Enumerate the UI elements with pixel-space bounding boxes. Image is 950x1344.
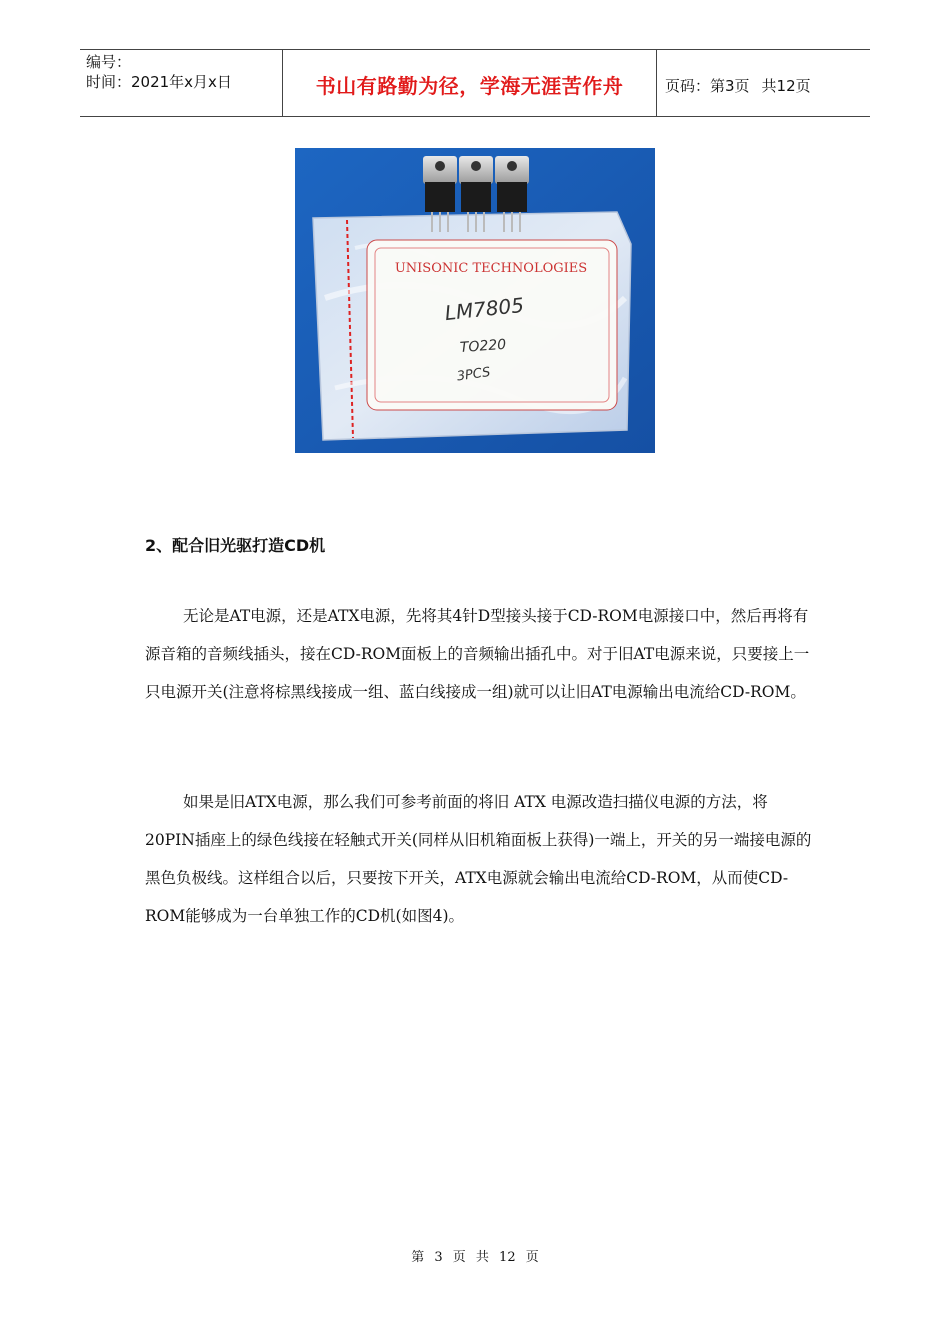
label-handwriting-package: TO220 — [459, 336, 507, 357]
header-divider — [656, 50, 657, 116]
section-heading: 2、配合旧光驱打造CD机 — [145, 536, 326, 555]
regulator-photo — [295, 148, 655, 453]
paragraph-at-atx: 无论是AT电源，还是ATX电源，先将其4针D型接头接于CD-ROM电源接口中，然后再将有源音箱的音频线插头，接在CD-ROM面板上的音频输出插孔中。对于旧AT电源来说，只要接上一只电源开关(注意将棕黑线接成一组、蓝白线接成一组)就可以让旧AT电源输出电流给CD-ROM。 — [145, 607, 810, 701]
header-motto: 书山有路勤为径，学海无涯苦作舟 — [315, 74, 624, 98]
header-meta — [86, 52, 282, 92]
header-page-total: 共12页 — [761, 77, 811, 95]
page-header — [80, 49, 870, 117]
label-handwriting-part: LM7805 — [443, 292, 526, 326]
time-label: 时间：2021年x月x日 — [86, 73, 232, 91]
header-page-current: 页码：第3页 — [665, 77, 750, 95]
paragraph-old-atx: 如果是旧ATX电源，那么我们可参考前面的将旧 ATX 电源改造扫描仪电源的方法，将20PIN插座上的绿色线接在轻触式开关(同样从旧机箱面板上获得)一端上，开关的另一端接电源的黑色负极线。这样组合以后，只要按下开关，ATX电源就会输出电流给CD-ROM，从而使CD-ROM能够成为一台单独工作的CD机(如图4)。 — [145, 793, 812, 925]
page-footer: 第 3 页 共 12 页 — [411, 1250, 539, 1265]
header-page-info — [665, 75, 811, 96]
label-handwriting-qty: 3PCS — [455, 364, 492, 385]
serial-label: 编号： — [86, 53, 132, 71]
label-brand: UNISONIC TECHNOLOGIES — [394, 261, 588, 276]
